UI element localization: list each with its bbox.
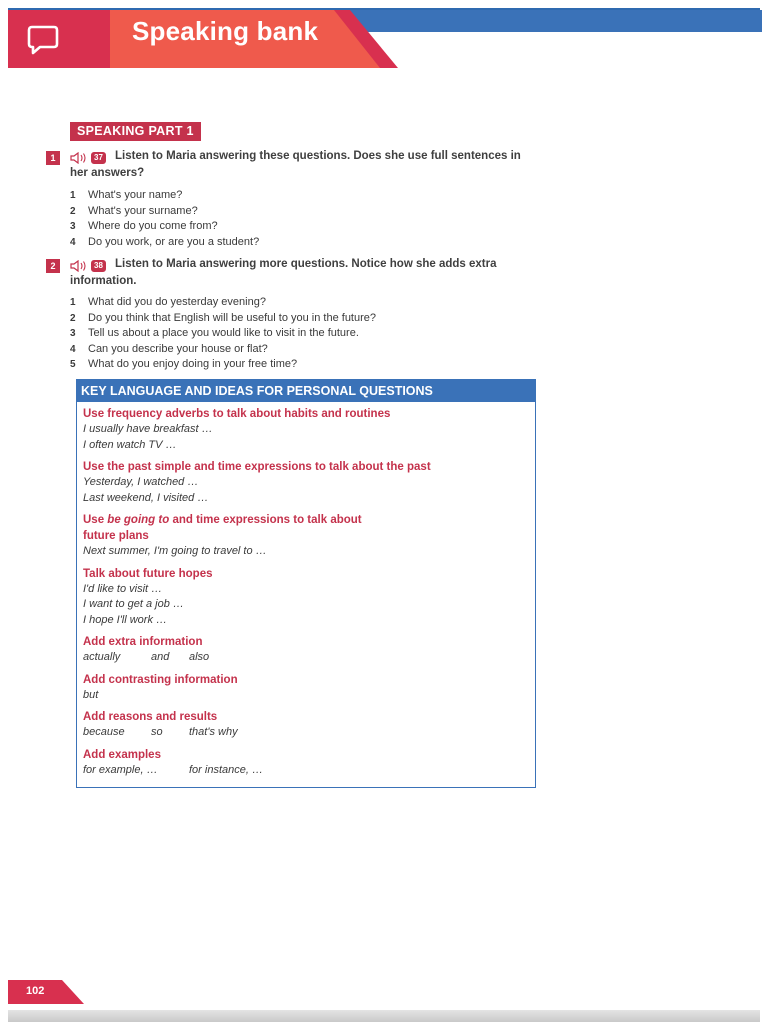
heading-part: and time expressions to talk about	[169, 514, 362, 526]
exercise-instruction-cont: her answers?	[70, 167, 145, 179]
section-heading: SPEAKING PART 1	[70, 122, 201, 141]
list-item	[70, 188, 259, 204]
list-item	[70, 295, 376, 311]
word-row	[83, 650, 529, 666]
question-number: 2	[70, 312, 76, 324]
word-row	[83, 725, 529, 741]
list-item	[70, 342, 376, 358]
key-language-item	[83, 566, 529, 629]
example-phrase: I hope I'll work …	[83, 613, 168, 626]
key-language-item	[83, 512, 529, 560]
key-language-heading: Talk about future hopes	[83, 567, 213, 580]
key-language-item	[83, 406, 529, 453]
list-item	[70, 311, 376, 327]
example-phrase: Last weekend, I visited …	[83, 491, 209, 504]
key-language-heading: Use frequency adverbs to talk about habits and routines	[83, 408, 391, 420]
heading-part-italic: be going to	[107, 514, 170, 526]
audio-track-button[interactable]	[70, 151, 106, 165]
list-item	[70, 219, 259, 235]
linking-word: but	[83, 688, 99, 701]
linking-word: actually	[83, 651, 121, 663]
question-number: 4	[70, 343, 76, 355]
exercise-instruction: Listen to Maria answering more questions. Notice how she adds extra	[115, 258, 497, 270]
question-list	[70, 295, 376, 373]
list-item	[70, 235, 259, 251]
question-text: Tell us about a place you would like to visit in the future.	[88, 327, 359, 339]
word-row	[83, 688, 529, 704]
page-number: 102	[26, 985, 45, 997]
question-number: 1	[70, 190, 76, 201]
speaker-icon	[70, 152, 90, 164]
question-text: What did you do yesterday evening?	[88, 296, 266, 308]
list-item	[70, 326, 376, 342]
exercise-instruction: Listen to Maria answering these questions. Does she use full sentences in	[115, 150, 521, 162]
question-number: 1	[70, 297, 76, 308]
key-language-heading: Add examples	[83, 748, 161, 761]
question-number: 5	[70, 359, 76, 370]
example-phrase: I often watch TV …	[83, 438, 177, 451]
linking-word: also	[189, 651, 210, 663]
question-number: 4	[70, 236, 76, 248]
question-number: 3	[70, 328, 76, 339]
page-title: Speaking bank	[132, 16, 319, 46]
list-item	[70, 357, 376, 373]
track-number: 38	[91, 260, 106, 272]
exercise-instruction-cont: information.	[70, 275, 137, 287]
page-number-tab	[8, 980, 84, 1004]
example-phrase: I usually have breakfast …	[83, 423, 213, 435]
key-language-heading: Add reasons and results	[83, 711, 218, 723]
question-text: What's your surname?	[88, 204, 198, 217]
example-phrase: Yesterday, I watched …	[83, 476, 199, 488]
linking-word: because	[83, 726, 125, 738]
linking-word: for instance, …	[189, 763, 263, 776]
example-phrase: I'd like to visit …	[83, 582, 163, 595]
question-number: 2	[70, 205, 76, 217]
list-item	[70, 204, 259, 220]
question-list	[70, 188, 259, 250]
key-language-heading	[83, 512, 529, 528]
header-blue-band	[330, 10, 762, 32]
key-language-title: KEY LANGUAGE AND IDEAS FOR PERSONAL QUESTIONS	[77, 380, 535, 402]
question-text: Do you think that English will be useful to you in the future?	[88, 311, 377, 324]
key-language-item	[83, 634, 529, 666]
audio-track-button[interactable]	[70, 259, 106, 273]
key-language-heading: Add extra information	[83, 636, 203, 648]
question-text: Can you describe your house or flat?	[88, 342, 268, 355]
key-language-item	[83, 672, 529, 704]
exercise-number: 1	[46, 151, 60, 165]
linking-word: for example, …	[83, 763, 158, 776]
speech-bubble-icon	[26, 24, 60, 56]
linking-word: and	[151, 651, 170, 663]
key-language-heading: Add contrasting information	[83, 673, 238, 686]
example-phrase: I want to get a job …	[83, 598, 184, 610]
heading-part: Use	[83, 514, 108, 526]
exercise-number: 2	[46, 259, 60, 273]
question-text: What's your name?	[88, 189, 183, 201]
key-language-box	[76, 379, 536, 788]
question-text: Where do you come from?	[88, 220, 218, 232]
track-number: 37	[91, 152, 106, 164]
linking-word: that's why	[189, 726, 238, 738]
key-language-heading-cont: future plans	[83, 530, 149, 542]
key-language-item	[83, 459, 529, 506]
speaker-icon	[70, 260, 90, 272]
question-number: 3	[70, 221, 76, 232]
question-text: Do you work, or are you a student?	[88, 235, 260, 248]
question-text: What do you enjoy doing in your free time?	[88, 358, 298, 370]
linking-word: so	[151, 726, 163, 738]
key-language-item	[83, 747, 529, 779]
word-row	[83, 763, 529, 779]
key-language-heading: Use the past simple and time expressions to talk about the past	[83, 461, 431, 473]
key-language-item	[83, 709, 529, 741]
example-phrase: Next summer, I'm going to travel to …	[83, 545, 267, 557]
bottom-edge	[8, 1010, 760, 1022]
